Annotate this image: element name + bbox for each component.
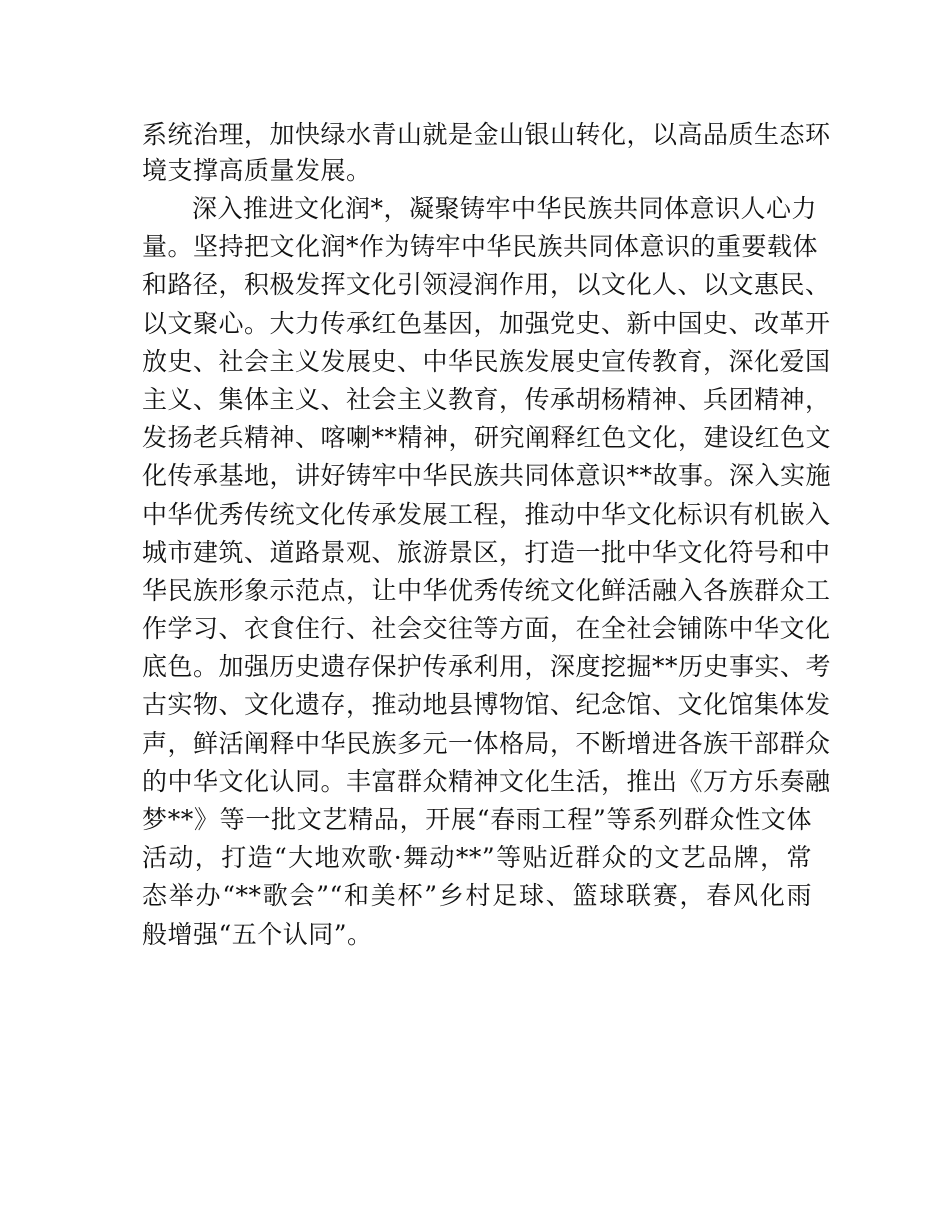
text-line: 主义、集体主义、社会主义教育，传承胡杨精神、兵团精神，: [142, 384, 831, 414]
text-line: 作学习、衣食住行、社会交往等方面，在全社会铺陈中华文化: [142, 614, 831, 644]
text-line: 和路径，积极发挥文化引领浸润作用，以文化人、以文惠民、: [142, 270, 831, 300]
text-line: 的中华文化认同。丰富群众精神文化生活，推出《万方乐奏融: [142, 766, 831, 796]
text-line: 深入推进文化润*，凝聚铸牢中华民族共同体意识人心力: [192, 194, 818, 223]
text-line: 城市建筑、道路景观、旅游景区，打造一批中华文化符号和中: [142, 537, 831, 567]
text-line: 古实物、文化遗存，推动地县博物馆、纪念馆、文化馆集体发: [142, 690, 831, 720]
text-line: 底色。加强历史遗存保护传承利用，深度挖掘**历史事实、考: [142, 652, 832, 682]
text-line: 活动，打造“大地欢歌·舞动**”等贴近群众的文艺品牌，常: [142, 843, 812, 873]
text-line: 中华优秀传统文化传承发展工程，推动中华文化标识有机嵌入: [142, 499, 831, 529]
text-line: 系统治理，加快绿水青山就是金山银山转化，以高品质生态环: [142, 120, 831, 149]
text-line: 量。坚持把文化润*作为铸牢中华民族共同体意识的重要载体: [142, 232, 819, 262]
text-line: 态举办“**歌会”“和美杯”乡村足球、篮球联赛，春风化雨: [142, 881, 812, 911]
text-line: 境支撑高质量发展。: [142, 156, 372, 185]
text-line: 梦**》等一批文艺精品，开展“春雨工程”等系列群众性文体: [142, 805, 812, 834]
text-line: 声，鲜活阐释中华民族多元一体格局，不断增进各族干部群众: [142, 728, 831, 758]
text-line: 化传承基地，讲好铸牢中华民族共同体意识**故事。深入实施: [142, 461, 832, 491]
text-line: 般增强“五个认同”。: [142, 919, 373, 949]
paragraph-ecology-continuation: [142, 117, 831, 189]
text-line: 以文聚心。大力传承红色基因，加强党史、新中国史、改革开: [142, 308, 831, 338]
text-line: 华民族形象示范点，让中华优秀传统文化鲜活融入各族群众工: [142, 575, 831, 605]
text-line: 发扬老兵精神、喀喇**精神，研究阐释红色文化，建设红色文: [142, 423, 832, 453]
paragraph-culture: [142, 190, 832, 954]
text-line: 放史、社会主义发展史、中华民族发展史宣传教育，深化爱国: [142, 346, 831, 376]
